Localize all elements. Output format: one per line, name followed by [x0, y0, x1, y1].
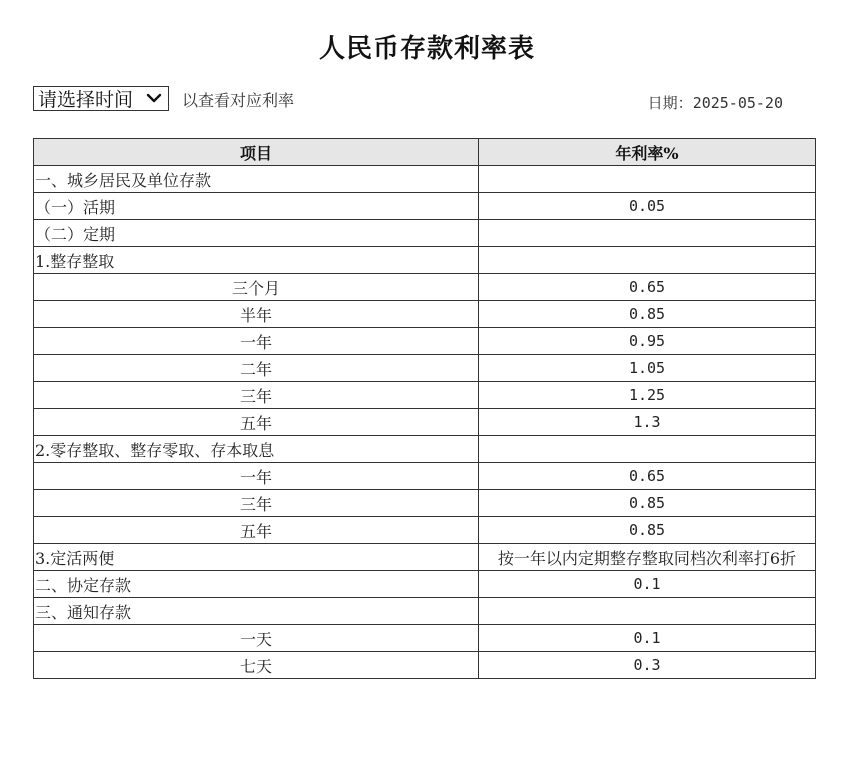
row-rate — [479, 220, 816, 247]
row-rate: 1.05 — [479, 355, 816, 382]
header-rate: 年利率% — [479, 139, 816, 166]
table-row — [34, 220, 816, 247]
table-row — [34, 247, 816, 274]
table-row — [34, 625, 816, 652]
row-item: 一、城乡居民及单位存款 — [34, 166, 479, 193]
table-row — [34, 409, 816, 436]
chevron-down-icon — [146, 90, 162, 106]
rates-table-body — [34, 166, 816, 679]
table-row — [34, 301, 816, 328]
row-rate: 1.25 — [479, 382, 816, 409]
row-rate — [479, 598, 816, 625]
row-rate — [479, 247, 816, 274]
row-rate: 0.65 — [479, 274, 816, 301]
row-item: 七天 — [34, 652, 479, 679]
row-item: 三年 — [34, 490, 479, 517]
table-row — [34, 166, 816, 193]
row-item: 二年 — [34, 355, 479, 382]
row-item: 半年 — [34, 301, 479, 328]
controls-bar — [33, 86, 783, 114]
header-item: 项目 — [34, 139, 479, 166]
select-hint: 以查看对应利率 — [182, 91, 295, 110]
table-row — [34, 436, 816, 463]
page-title: 人民币存款利率表 — [318, 34, 535, 64]
row-rate: 0.1 — [479, 625, 816, 652]
row-item: 五年 — [34, 409, 479, 436]
time-select-value: 请选择时间 — [38, 89, 134, 111]
table-row — [34, 490, 816, 517]
row-item: 三、通知存款 — [34, 598, 479, 625]
table-row — [34, 193, 816, 220]
row-rate: 0.95 — [479, 328, 816, 355]
row-rate: 0.85 — [479, 301, 816, 328]
row-item: （二）定期 — [34, 220, 479, 247]
row-rate: 1.3 — [479, 409, 816, 436]
rates-table — [33, 138, 816, 679]
time-select[interactable] — [33, 86, 169, 111]
row-item: 三年 — [34, 382, 479, 409]
table-row — [34, 274, 816, 301]
table-row — [34, 355, 816, 382]
table-row — [34, 598, 816, 625]
row-rate: 0.85 — [479, 490, 816, 517]
date-label: 日期： — [647, 94, 693, 112]
row-item: 3.定活两便 — [34, 544, 479, 571]
row-item: 二、协定存款 — [34, 571, 479, 598]
row-item: 2.零存整取、整存零取、存本取息 — [34, 436, 479, 463]
table-row — [34, 571, 816, 598]
row-item: 一年 — [34, 463, 479, 490]
table-row — [34, 382, 816, 409]
table-row — [34, 463, 816, 490]
row-rate: 0.85 — [479, 517, 816, 544]
row-rate: 0.65 — [479, 463, 816, 490]
row-item: 一天 — [34, 625, 479, 652]
date-display — [648, 92, 783, 113]
row-item: （一）活期 — [34, 193, 479, 220]
row-rate: 0.1 — [479, 571, 816, 598]
row-item: 五年 — [34, 517, 479, 544]
table-row — [34, 328, 816, 355]
table-row — [34, 544, 816, 571]
row-rate: 按一年以内定期整存整取同档次利率打6折 — [479, 544, 816, 571]
table-header-row — [34, 139, 816, 166]
date-value: 2025-05-20 — [692, 94, 783, 112]
row-rate: 0.05 — [479, 193, 816, 220]
row-rate — [479, 166, 816, 193]
table-row — [34, 517, 816, 544]
table-row — [34, 652, 816, 679]
row-item: 三个月 — [34, 274, 479, 301]
row-item: 一年 — [34, 328, 479, 355]
row-item: 1.整存整取 — [34, 247, 479, 274]
row-rate: 0.3 — [479, 652, 816, 679]
row-rate — [479, 436, 816, 463]
